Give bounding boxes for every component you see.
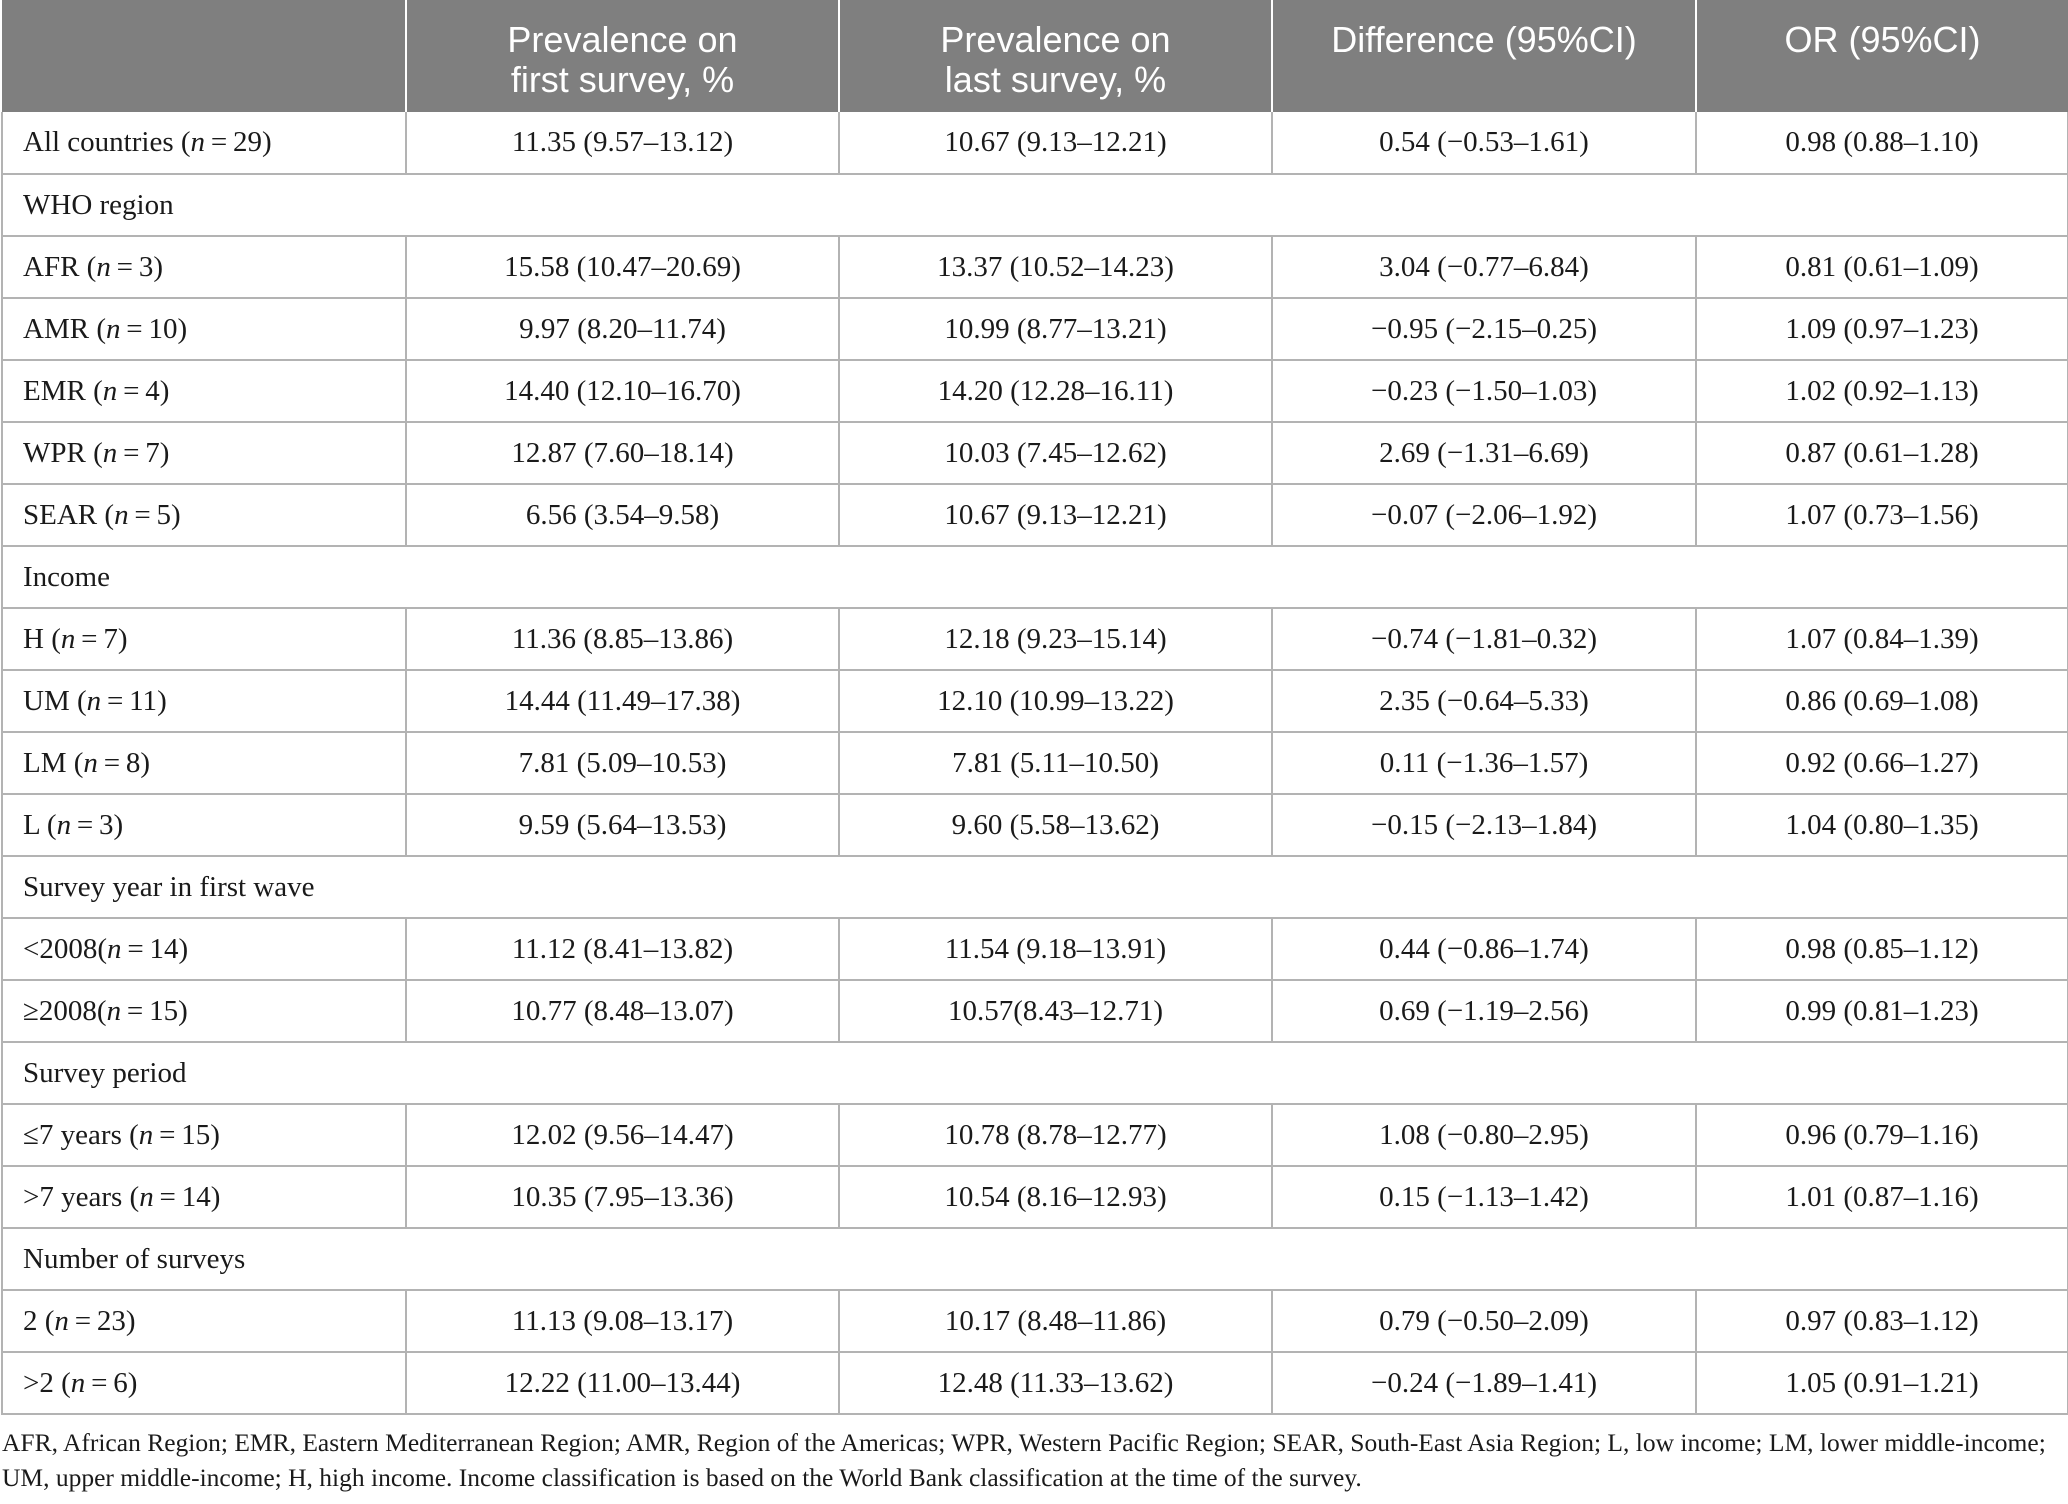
row-sample-size: 7 <box>145 436 160 469</box>
table-row <box>2 1104 2068 1166</box>
row-label-text: L <box>23 808 40 841</box>
row-sample-size: 7 <box>103 622 118 655</box>
table-row <box>2 298 2068 360</box>
cell-odds-ratio: 0.92 (0.66–1.27) <box>1696 732 2068 794</box>
cell-last-survey: 12.48 (11.33–13.62) <box>839 1352 1272 1414</box>
table-row <box>2 1352 2068 1414</box>
row-sample-size: 3 <box>99 808 114 841</box>
row-sample-size: 15 <box>181 1118 211 1151</box>
header-first-survey <box>406 0 839 112</box>
section-row <box>2 174 2068 236</box>
cell-difference: −0.07 (−2.06–1.92) <box>1272 484 1696 546</box>
row-sample-size: 14 <box>149 932 179 965</box>
cell-first-survey: 11.12 (8.41–13.82) <box>406 918 839 980</box>
cell-first-survey: 10.77 (8.48–13.07) <box>406 980 839 1042</box>
row-label-text: ≤7 years <box>23 1118 122 1151</box>
header-odds-ratio <box>1696 0 2068 112</box>
row-label: 2 (n = 23) <box>2 1290 406 1352</box>
row-label: LM (n = 8) <box>2 732 406 794</box>
cell-difference: 0.44 (−0.86–1.74) <box>1272 918 1696 980</box>
cell-last-survey: 10.54 (8.16–12.93) <box>839 1166 1272 1228</box>
table-row <box>2 794 2068 856</box>
row-label: <2008(n = 14) <box>2 918 406 980</box>
table-row <box>2 670 2068 732</box>
cell-difference: 1.08 (−0.80–2.95) <box>1272 1104 1696 1166</box>
table-body <box>2 112 2068 1414</box>
cell-last-survey: 10.99 (8.77–13.21) <box>839 298 1272 360</box>
row-sample-size: 5 <box>156 498 172 531</box>
row-sample-size: 6 <box>113 1366 128 1399</box>
header-line: Prevalence on <box>507 19 738 60</box>
row-label: AMR (n = 10) <box>2 298 406 360</box>
row-label: >2 (n = 6) <box>2 1352 406 1414</box>
cell-last-survey: 12.10 (10.99–13.22) <box>839 670 1272 732</box>
cell-last-survey: 10.67 (9.13–12.21) <box>839 484 1272 546</box>
row-label-text: All countries <box>23 126 174 158</box>
row-label-text: 2 <box>23 1304 38 1337</box>
section-label: Survey period <box>2 1042 2068 1104</box>
cell-odds-ratio: 0.99 (0.81–1.23) <box>1696 980 2068 1042</box>
row-label-text: >2 <box>23 1366 54 1399</box>
cell-difference: 2.35 (−0.64–5.33) <box>1272 670 1696 732</box>
cell-first-survey: 12.22 (11.00–13.44) <box>406 1352 839 1414</box>
cell-odds-ratio: 0.98 (0.85–1.12) <box>1696 918 2068 980</box>
header-row <box>2 0 2068 112</box>
header-last-survey <box>839 0 1272 112</box>
cell-first-survey: 10.35 (7.95–13.36) <box>406 1166 839 1228</box>
cell-odds-ratio: 0.87 (0.61–1.28) <box>1696 422 2068 484</box>
cell-odds-ratio: 0.96 (0.79–1.16) <box>1696 1104 2068 1166</box>
cell-odds-ratio: 1.07 (0.84–1.39) <box>1696 608 2068 670</box>
table-footnote: AFR, African Region; EMR, Eastern Mediterranean Region; AMR, Region of the Americas; WPR, Western Pacific Region; SEAR, South-East Asia Region; L, low income; LM, lower middle-income; UM, upper middle-income; H, high income. Income classification is based on the World Bank classification at the time of the survey. <box>2 1428 2046 1492</box>
cell-odds-ratio: 0.81 (0.61–1.09) <box>1696 236 2068 298</box>
table-row <box>2 360 2068 422</box>
cell-first-survey: 11.13 (9.08–13.17) <box>406 1290 839 1352</box>
header-line: Prevalence on <box>940 19 1171 60</box>
header-line: Difference (95%CI) <box>1331 19 1637 60</box>
row-sample-size: 4 <box>145 374 160 407</box>
cell-odds-ratio: 1.02 (0.92–1.13) <box>1696 360 2068 422</box>
cell-first-survey: 7.81 (5.09–10.53) <box>406 732 839 794</box>
row-label-text: UM <box>23 684 70 717</box>
row-label-text: AMR <box>23 312 90 345</box>
cell-last-survey: 7.81 (5.11–10.50) <box>839 732 1272 794</box>
row-label: UM (n = 11) <box>2 670 406 732</box>
row-label-text: ≥2008 <box>23 994 97 1027</box>
header-line: first survey, % <box>510 59 735 100</box>
section-row <box>2 1042 2068 1104</box>
cell-first-survey: 12.02 (9.56–14.47) <box>406 1104 839 1166</box>
table-row <box>2 236 2068 298</box>
section-row <box>2 856 2068 918</box>
cell-difference: 0.11 (−1.36–1.57) <box>1272 732 1696 794</box>
cell-difference: 0.69 (−1.19–2.56) <box>1272 980 1696 1042</box>
cell-difference: −0.95 (−2.15–0.25) <box>1272 298 1696 360</box>
table-row <box>2 1290 2068 1352</box>
cell-difference: −0.74 (−1.81–0.32) <box>1272 608 1696 670</box>
row-sample-size: 3 <box>138 250 154 283</box>
cell-last-survey: 11.54 (9.18–13.91) <box>839 918 1272 980</box>
cell-last-survey: 14.20 (12.28–16.11) <box>839 360 1272 422</box>
cell-difference: −0.15 (−2.13–1.84) <box>1272 794 1696 856</box>
cell-first-survey: 15.58 (10.47–20.69) <box>406 236 839 298</box>
cell-odds-ratio: 1.04 (0.80–1.35) <box>1696 794 2068 856</box>
cell-odds-ratio: 0.86 (0.69–1.08) <box>1696 670 2068 732</box>
prevalence-table <box>1 0 2068 1415</box>
row-sample-size: 29 <box>233 126 262 158</box>
row-label-text: EMR <box>23 374 86 407</box>
table-row <box>2 1166 2068 1228</box>
cell-first-survey: 14.44 (11.49–17.38) <box>406 670 839 732</box>
row-label: All countries (n = 29) <box>2 112 406 174</box>
row-label: H (n = 7) <box>2 608 406 670</box>
section-label: Income <box>2 546 2068 608</box>
table-header <box>2 0 2068 112</box>
row-label: >7 years (n = 14) <box>2 1166 406 1228</box>
cell-first-survey: 9.97 (8.20–11.74) <box>406 298 839 360</box>
cell-last-survey: 10.03 (7.45–12.62) <box>839 422 1272 484</box>
cell-first-survey: 6.56 (3.54–9.58) <box>406 484 839 546</box>
table-row <box>2 980 2068 1042</box>
table-row <box>2 422 2068 484</box>
cell-odds-ratio: 0.98 (0.88–1.10) <box>1696 112 2068 174</box>
section-row <box>2 1228 2068 1290</box>
cell-odds-ratio: 1.09 (0.97–1.23) <box>1696 298 2068 360</box>
row-label: ≤7 years (n = 15) <box>2 1104 406 1166</box>
section-label: Survey year in first wave <box>2 856 2068 918</box>
cell-odds-ratio: 1.07 (0.73–1.56) <box>1696 484 2068 546</box>
cell-first-survey: 11.36 (8.85–13.86) <box>406 608 839 670</box>
row-sample-size: 10 <box>148 312 178 345</box>
section-label: Number of surveys <box>2 1228 2068 1290</box>
header-line: last survey, % <box>944 59 1167 100</box>
row-label-text: LM <box>23 746 67 779</box>
cell-difference: 0.54 (−0.53–1.61) <box>1272 112 1696 174</box>
row-label: ≥2008(n = 15) <box>2 980 406 1042</box>
cell-last-survey: 10.78 (8.78–12.77) <box>839 1104 1272 1166</box>
cell-last-survey: 10.57(8.43–12.71) <box>839 980 1272 1042</box>
row-label-text: WPR <box>23 436 86 469</box>
cell-difference: −0.24 (−1.89–1.41) <box>1272 1352 1696 1414</box>
row-label-text: >7 years <box>23 1180 123 1213</box>
row-label: WPR (n = 7) <box>2 422 406 484</box>
cell-difference: −0.23 (−1.50–1.03) <box>1272 360 1696 422</box>
cell-odds-ratio: 1.01 (0.87–1.16) <box>1696 1166 2068 1228</box>
cell-first-survey: 12.87 (7.60–18.14) <box>406 422 839 484</box>
row-sample-size: 11 <box>129 684 158 717</box>
table-row <box>2 918 2068 980</box>
cell-difference: 0.79 (−0.50–2.09) <box>1272 1290 1696 1352</box>
row-sample-size: 23 <box>96 1304 126 1337</box>
cell-odds-ratio: 1.05 (0.91–1.21) <box>1696 1352 2068 1414</box>
row-label-text: AFR <box>23 250 80 283</box>
cell-difference: 2.69 (−1.31–6.69) <box>1272 422 1696 484</box>
row-sample-size: 14 <box>181 1180 211 1213</box>
section-label: WHO region <box>2 174 2068 236</box>
section-row <box>2 546 2068 608</box>
row-sample-size: 8 <box>125 746 141 779</box>
cell-last-survey: 10.67 (9.13–12.21) <box>839 112 1272 174</box>
row-label: AFR (n = 3) <box>2 236 406 298</box>
table-row <box>2 732 2068 794</box>
row-label: EMR (n = 4) <box>2 360 406 422</box>
row-label: SEAR (n = 5) <box>2 484 406 546</box>
header-line: OR (95%CI) <box>1784 19 1981 60</box>
table-row <box>2 112 2068 174</box>
table-row <box>2 608 2068 670</box>
cell-first-survey: 11.35 (9.57–13.12) <box>406 112 839 174</box>
cell-last-survey: 9.60 (5.58–13.62) <box>839 794 1272 856</box>
cell-first-survey: 9.59 (5.64–13.53) <box>406 794 839 856</box>
row-label-text: H <box>23 622 44 655</box>
row-label-text: <2008 <box>23 932 98 965</box>
row-sample-size: 15 <box>149 994 179 1027</box>
cell-first-survey: 14.40 (12.10–16.70) <box>406 360 839 422</box>
header-difference <box>1272 0 1696 112</box>
cell-difference: 0.15 (−1.13–1.42) <box>1272 1166 1696 1228</box>
table-row <box>2 484 2068 546</box>
cell-last-survey: 13.37 (10.52–14.23) <box>839 236 1272 298</box>
cell-difference: 3.04 (−0.77–6.84) <box>1272 236 1696 298</box>
row-label: L (n = 3) <box>2 794 406 856</box>
header-label-column <box>2 0 406 112</box>
cell-odds-ratio: 0.97 (0.83–1.12) <box>1696 1290 2068 1352</box>
row-label-text: SEAR <box>23 498 98 531</box>
cell-last-survey: 10.17 (8.48–11.86) <box>839 1290 1272 1352</box>
cell-last-survey: 12.18 (9.23–15.14) <box>839 608 1272 670</box>
